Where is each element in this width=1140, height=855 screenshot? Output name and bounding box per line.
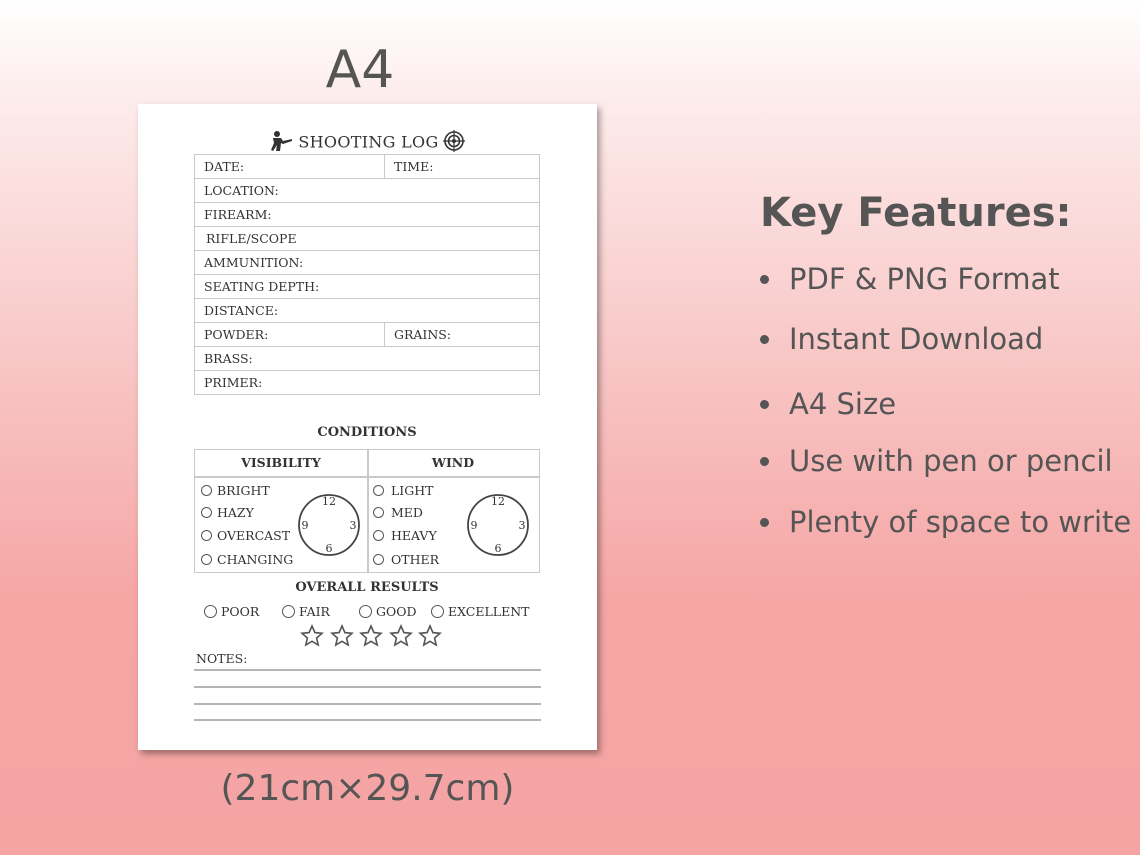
clock-number-3: 3	[349, 519, 357, 532]
features-title: Key Features:	[760, 190, 1072, 236]
wind-option-label: OTHER	[391, 552, 440, 567]
clock-number-3: 3	[518, 519, 526, 532]
star-icon[interactable]	[300, 624, 324, 648]
clock-number-6: 6	[494, 542, 502, 555]
feature-item-label: Use with pen or pencil	[789, 444, 1113, 478]
ammunition-field[interactable]: AMMUNITION:	[195, 251, 540, 275]
radio-icon	[373, 530, 384, 541]
distance-field[interactable]: DISTANCE:	[195, 299, 540, 323]
feature-item	[760, 262, 1060, 296]
conditions-title: CONDITIONS	[317, 425, 417, 440]
conditions-box	[194, 449, 540, 573]
radio-icon	[373, 485, 384, 496]
radio-icon	[431, 605, 444, 618]
result-option-fair[interactable]	[282, 604, 330, 619]
radio-icon	[201, 507, 212, 518]
result-option-label: POOR	[221, 604, 260, 619]
feature-item-label: Instant Download	[789, 322, 1044, 356]
visibility-option-overcast[interactable]	[201, 528, 290, 543]
bullet-icon	[760, 518, 769, 527]
result-option-poor[interactable]	[204, 604, 259, 619]
feature-item-label: Plenty of space to write	[789, 505, 1132, 539]
visibility-option-label: HAZY	[217, 505, 254, 520]
wind-option-label: LIGHT	[391, 483, 434, 498]
dimensions-label: (21cm×29.7cm)	[220, 768, 515, 809]
feature-item	[760, 322, 1043, 356]
clock-number-12: 12	[322, 495, 336, 508]
time-field[interactable]: TIME:	[385, 155, 540, 179]
wind-heading: WIND	[431, 455, 475, 470]
wind-option-heavy[interactable]	[373, 528, 437, 543]
result-option-excellent[interactable]	[431, 604, 530, 619]
visibility-heading: VISIBILITY	[241, 455, 321, 470]
notes-line[interactable]	[194, 669, 541, 671]
divider	[195, 476, 539, 478]
result-option-label: FAIR	[299, 604, 330, 619]
sheet-title-text: SHOOTING LOG	[298, 132, 439, 152]
bullet-icon	[760, 457, 769, 466]
grains-field[interactable]: GRAINS:	[385, 323, 540, 347]
star-rating	[300, 624, 448, 652]
star-icon[interactable]	[330, 624, 354, 648]
visibility-option-label: BRIGHT	[217, 483, 270, 498]
bullet-icon	[760, 335, 769, 344]
feature-item	[760, 505, 1131, 539]
wind-option-other[interactable]	[373, 552, 439, 567]
radio-icon	[373, 507, 384, 518]
star-icon[interactable]	[418, 624, 442, 648]
size-label: A4	[325, 40, 395, 100]
visibility-option-changing[interactable]	[201, 552, 293, 567]
feature-item	[760, 387, 896, 421]
result-option-good[interactable]	[359, 604, 417, 619]
results-title: OVERALL RESULTS	[295, 580, 439, 595]
visibility-clock-icon	[297, 493, 361, 557]
bullet-icon	[760, 275, 769, 284]
radio-icon	[201, 530, 212, 541]
feature-item-label: PDF & PNG Format	[789, 262, 1060, 296]
date-field[interactable]: DATE:	[195, 155, 385, 179]
log-fields-table	[194, 154, 540, 395]
notes-line[interactable]	[194, 719, 541, 721]
brass-field[interactable]: BRASS:	[195, 347, 540, 371]
clock-number-12: 12	[491, 495, 505, 508]
clock-number-9: 9	[470, 519, 478, 532]
result-option-label: EXCELLENT	[448, 604, 530, 619]
seating-depth-field[interactable]: SEATING DEPTH:	[195, 275, 540, 299]
location-field[interactable]: LOCATION:	[195, 179, 540, 203]
notes-line[interactable]	[194, 703, 541, 705]
clock-number-6: 6	[325, 542, 333, 555]
radio-icon	[204, 605, 217, 618]
feature-item-label: A4 Size	[789, 387, 897, 421]
star-icon[interactable]	[359, 624, 383, 648]
wind-clock-icon	[466, 493, 530, 557]
star-icon[interactable]	[389, 624, 413, 648]
powder-field[interactable]: POWDER:	[195, 323, 385, 347]
visibility-option-bright[interactable]	[201, 483, 270, 498]
wind-option-light[interactable]	[373, 483, 433, 498]
radio-icon	[359, 605, 372, 618]
radio-icon	[201, 554, 212, 565]
notes-line[interactable]	[194, 686, 541, 688]
shooting-log-sheet	[138, 104, 597, 750]
wind-option-med[interactable]	[373, 505, 423, 520]
rifle-scope-field[interactable]: RIFLE/SCOPE	[195, 227, 540, 251]
visibility-option-label: CHANGING	[217, 552, 294, 567]
notes-label: NOTES:	[196, 651, 248, 666]
sheet-title	[138, 130, 597, 156]
feature-item	[760, 444, 1113, 478]
result-option-label: GOOD	[376, 604, 417, 619]
radio-icon	[282, 605, 295, 618]
soldier-icon	[270, 130, 294, 156]
bullet-icon	[760, 400, 769, 409]
radio-icon	[373, 554, 384, 565]
primer-field[interactable]: PRIMER:	[195, 371, 540, 395]
firearm-field[interactable]: FIREARM:	[195, 203, 540, 227]
wind-option-label: HEAVY	[391, 528, 437, 543]
visibility-option-label: OVERCAST	[217, 528, 291, 543]
radio-icon	[201, 485, 212, 496]
clock-number-9: 9	[301, 519, 309, 532]
wind-option-label: MED	[391, 505, 423, 520]
visibility-option-hazy[interactable]	[201, 505, 254, 520]
target-icon	[443, 130, 465, 156]
